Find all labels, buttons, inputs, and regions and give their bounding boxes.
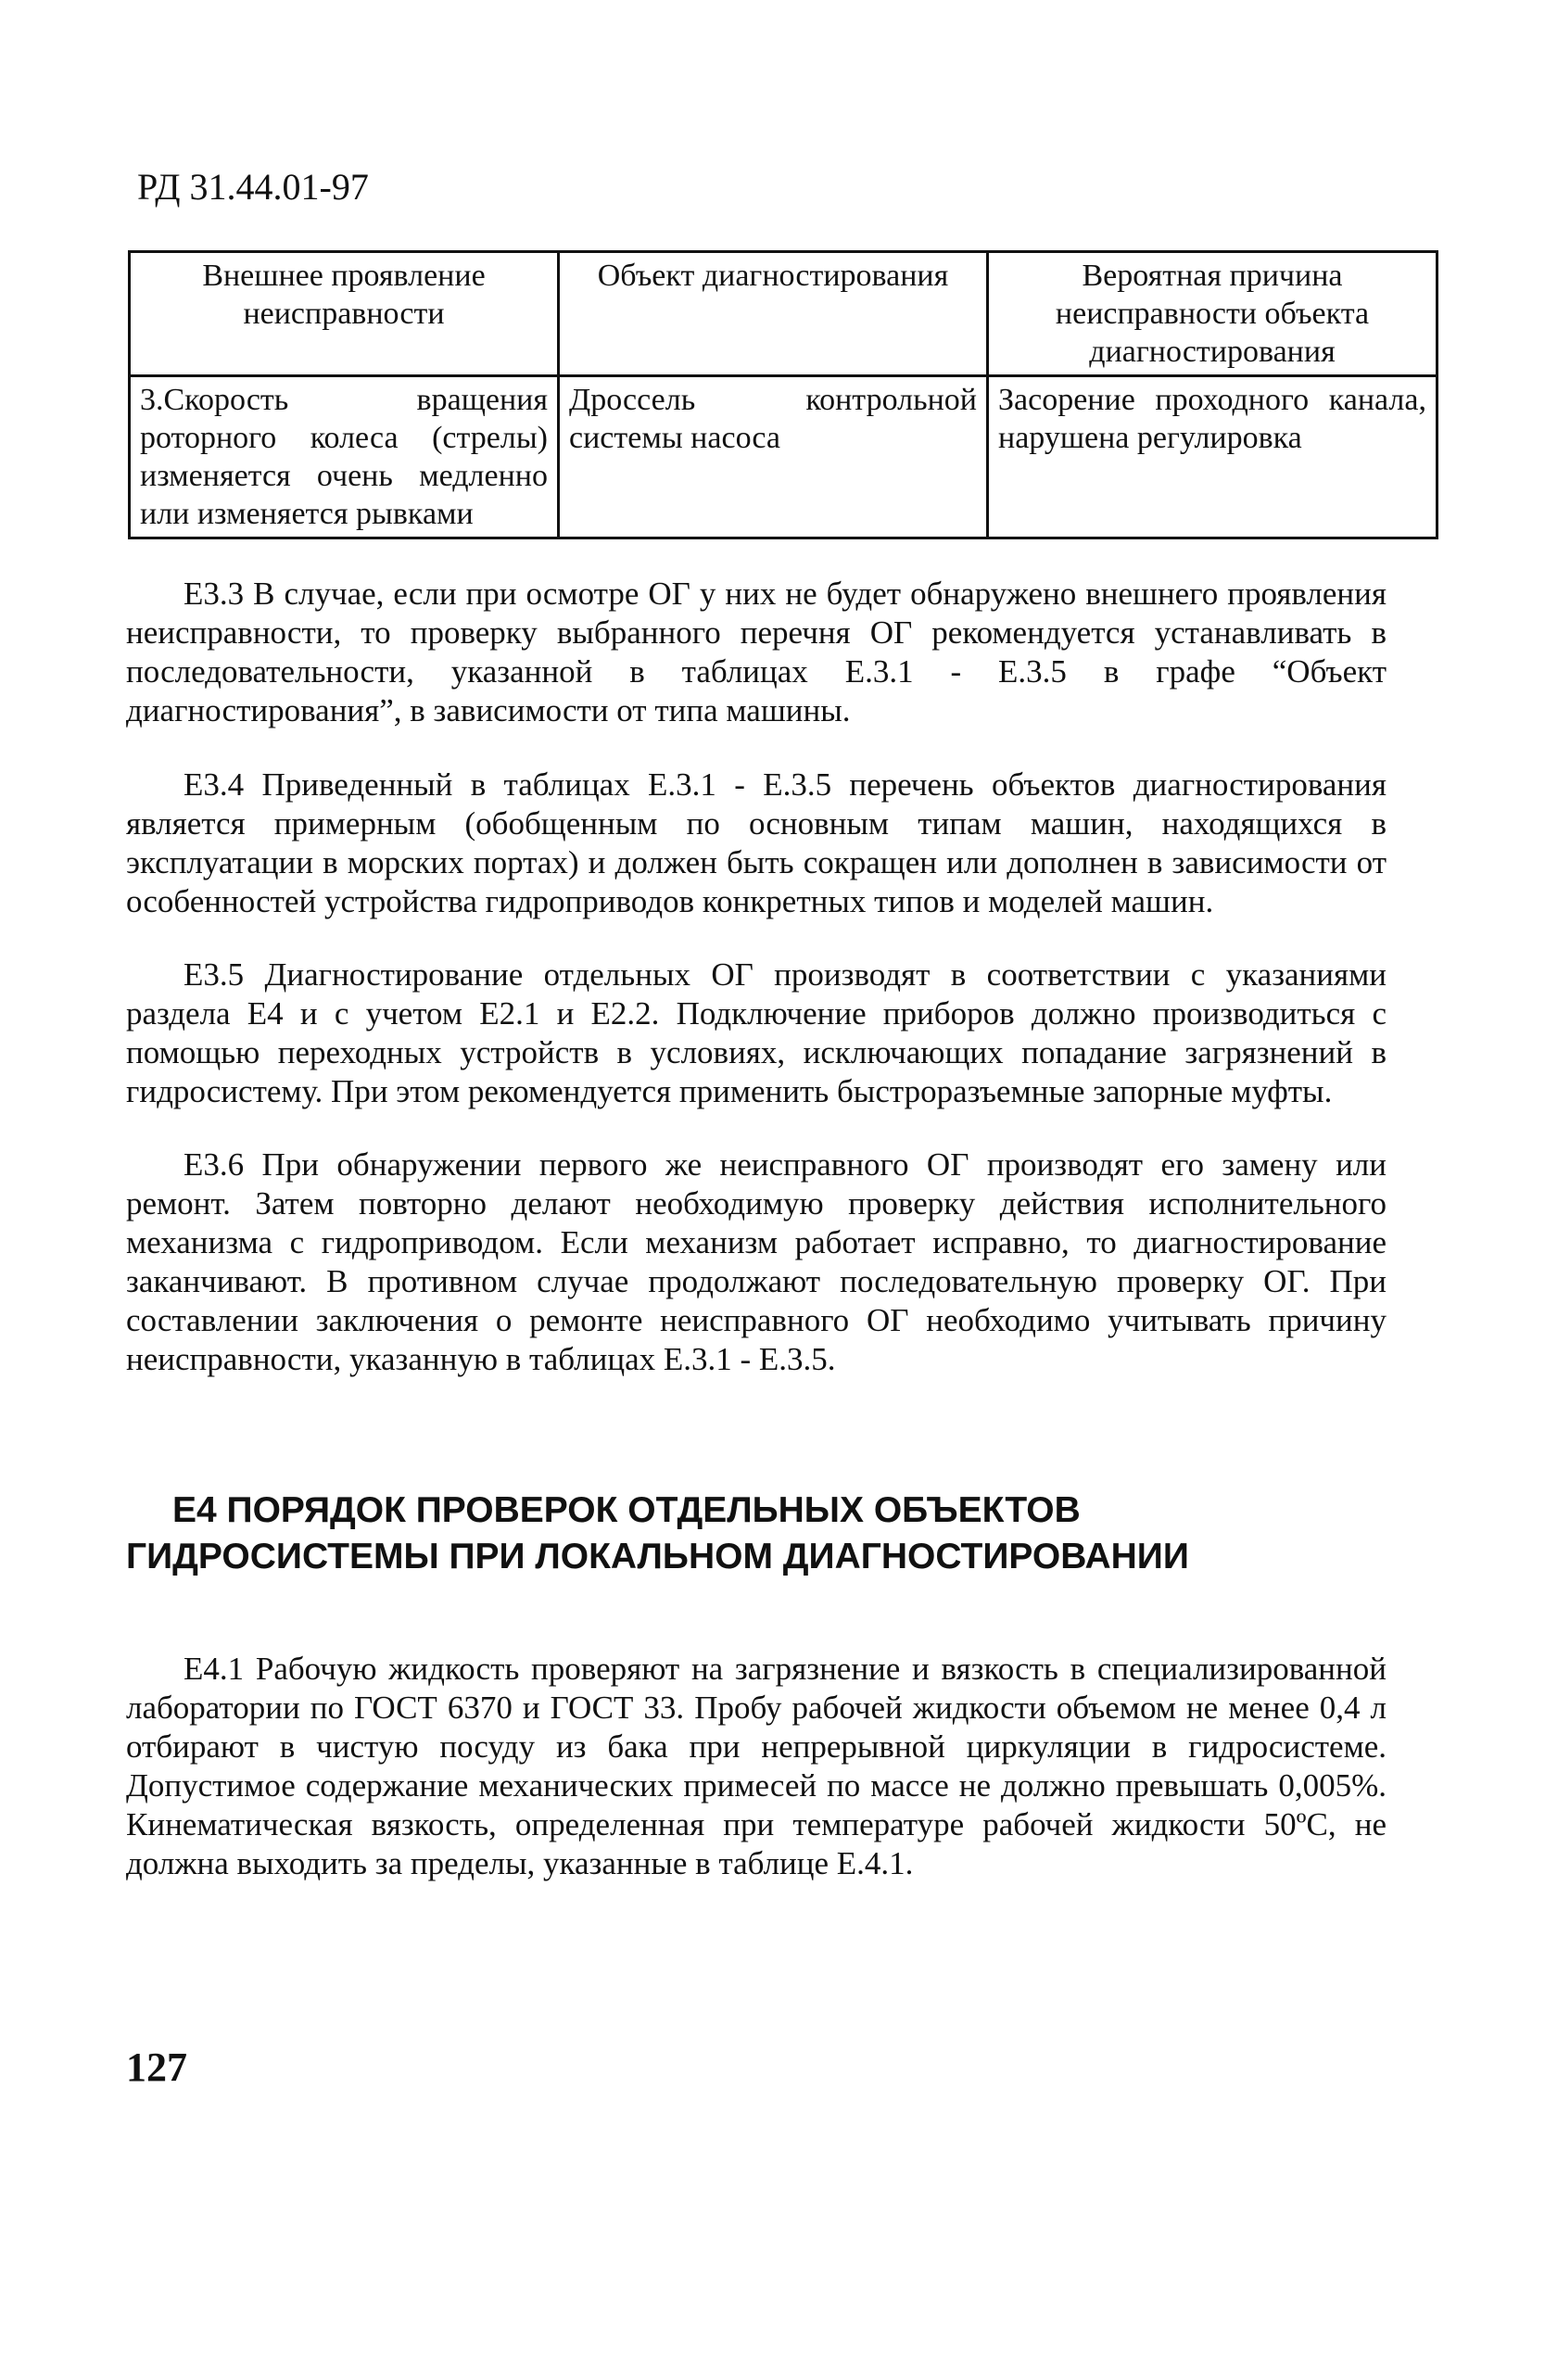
column-header-cause: Вероятная причина неисправности объекта диагностирования [988,252,1437,376]
paragraph-e3-4: Е3.4 Приведенный в таблицах Е.3.1 - Е.3.5 перечень объектов диагностирования является примерным (обобщенным по основным типам машин, находящихся в эксплуатации в морских портах) и должен быть сокращен или дополнен в зависимости от особенностей устройства гидроприводов конкретных типов и моделей машин. [126,766,1387,919]
table-header-row [130,252,1437,376]
table-cell-symptom: 3.Скорость вращения роторного колеса (стрелы) изменяется очень медленно или изменяется рывками [130,376,559,538]
paragraph-e4-1: Е4.1 Рабочую жидкость проверяют на загрязнение и вязкость в специализированной лаборатории по ГОСТ 6370 и ГОСТ 33. Пробу рабочей жидкости объемом не менее 0,4 л отбирают в чистую посуду из бака при непрерывной циркуляции в гидросистеме. Допустимое содержание механических примесей по массе не должно превышать 0,005%. Кинематическая вязкость, определенная при температуре рабочей жидкости 50ºС, не должна выходить за пределы, указанные в таблице Е.4.1. [126,1651,1387,1881]
table-cell-cause: Засорение проходного канала, нарушена регулировка [988,376,1437,538]
page-number: 127 [126,2045,187,2090]
document-code: РД 31.44.01-97 [137,166,369,208]
column-header-symptom: Внешнее проявление неисправности [130,252,559,376]
column-header-object: Объект диагностирования [559,252,988,376]
section-heading-e4: Е4 ПОРЯДОК ПРОВЕРОК ОТДЕЛЬНЫХ ОБЪЕКТОВ ГИДРОСИСТЕМЫ ПРИ ЛОКАЛЬНОМ ДИАГНОСТИРОВАНИИ [126,1490,1189,1576]
paragraph-e3-5: Е3.5 Диагностирование отдельных ОГ производят в соответствии с указаниями раздела Е4 и с учетом Е2.1 и Е2.2. Подключение приборов должно производиться с помощью переходных устройств в условиях, исключающих попадание загрязнений в гидросистему. При этом рекомендуется применить быстроразъемные запорные муфты. [126,956,1387,1109]
paragraph-e3-6: Е3.6 При обнаружении первого же неисправного ОГ производят его замену или ремонт. Затем повторно делают необходимую проверку действия исполнительного механизма с гидроприводом. Если механизм работает исправно, то диагностирование заканчивают. В противном случае продолжают последовательную проверку ОГ. При составлении заключения о ремонте неисправного ОГ необходимо учитывать причину неисправности, указанную в таблицах Е.3.1 - Е.3.5. [126,1146,1387,1377]
paragraph-e3-3: Е3.3 В случае, если при осмотре ОГ у них не будет обнаружено внешнего проявления неисправности, то проверку выбранного перечня ОГ рекомендуется устанавливать в последовательности, указанной в таблицах Е.3.1 - Е.3.5 в графе “Объект диагностирования”, в зависимости от типа машины. [126,576,1387,728]
diagnostics-table [128,250,1438,539]
table-cell-object: Дроссель контрольной системы насоса [559,376,988,538]
table-row [130,376,1437,538]
